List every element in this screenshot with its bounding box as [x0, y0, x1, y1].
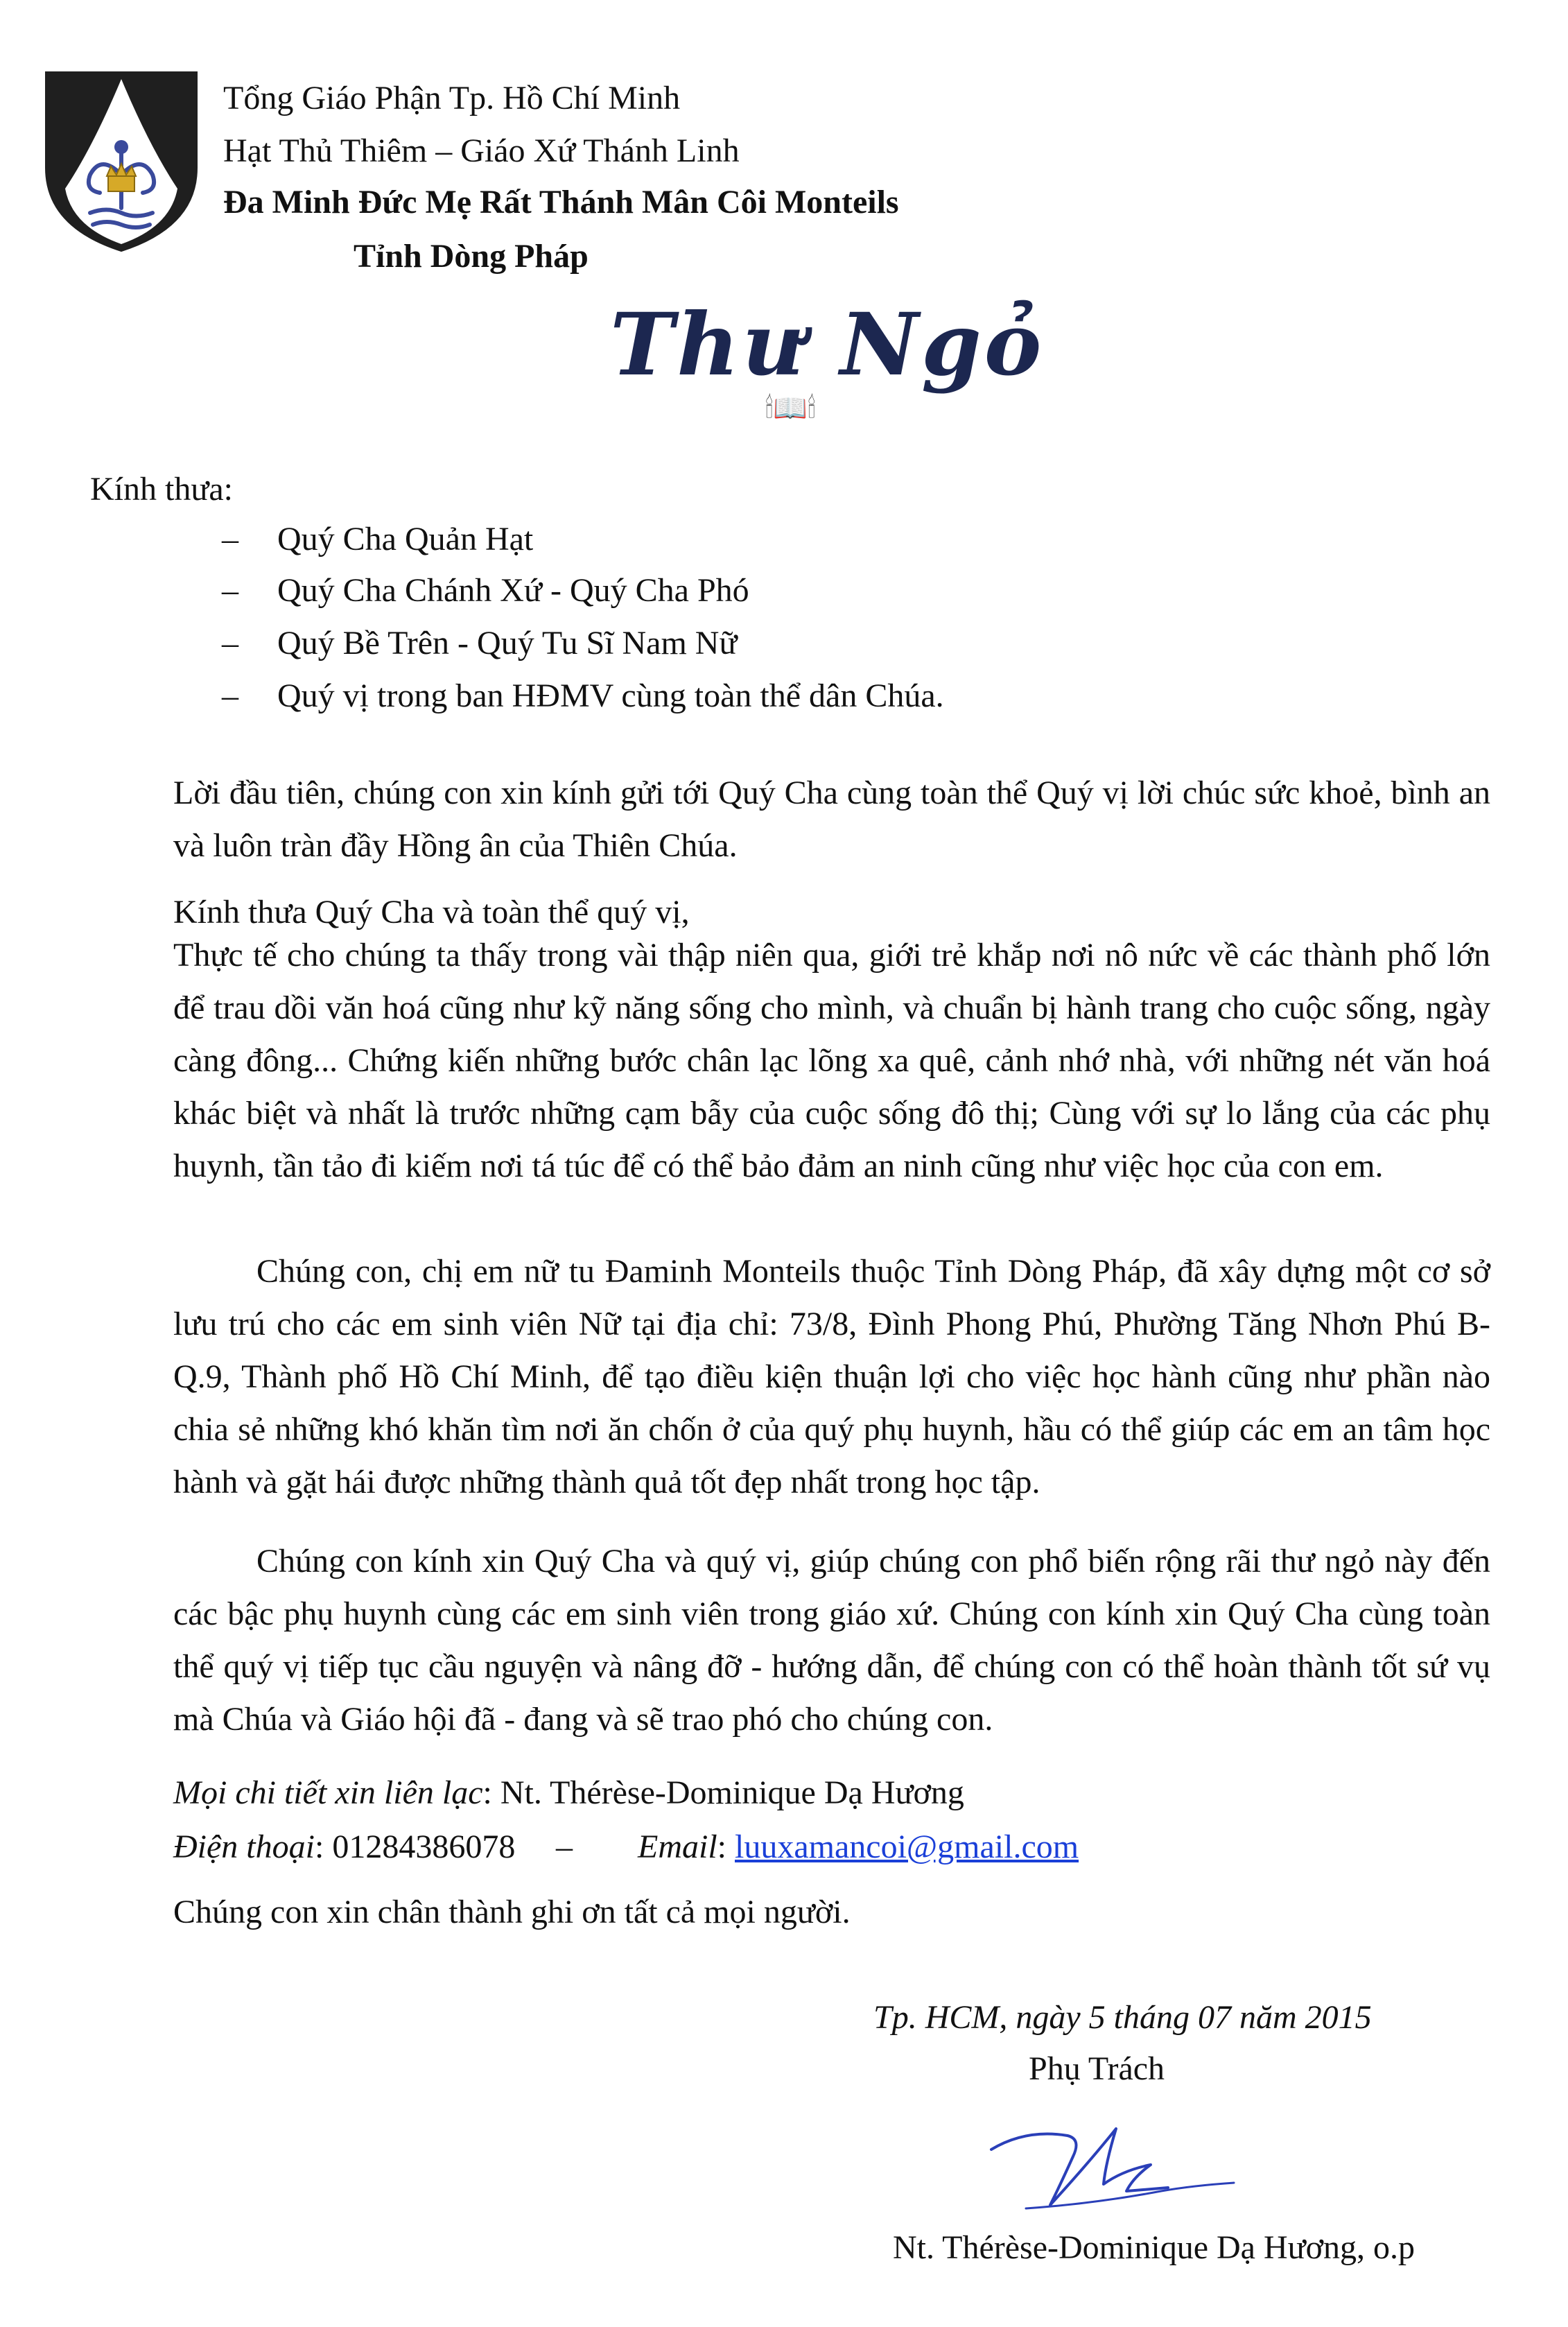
paragraph-request: Chúng con kính xin Quý Cha và quý vị, giúp chúng con phổ biến rộng rãi thư ngỏ này đến các bậc phụ huynh cùng các em sinh viên trong giáo xứ. Chúng con kính xin Quý Cha cùng toàn thể quý vị tiếp tục cầu nguyện và nâng đỡ - hướng dẫn, để chúng con có thể hoàn thành tốt sứ vụ mà Chúa và Giáo hội đã - đang và sẽ trao phó cho chúng con.	[173, 1543, 1490, 1738]
list-dash: –	[222, 677, 238, 714]
crown-icon	[107, 164, 136, 191]
contact-phone-line	[173, 1826, 515, 1868]
contact-email-line	[638, 1826, 1079, 1868]
header-province: Tỉnh Dòng Pháp	[354, 238, 589, 275]
list-item: Quý Bề Trên - Quý Tu Sĩ Nam Nữ	[277, 625, 738, 661]
list-item: Quý Cha Chánh Xứ - Quý Cha Phó	[277, 572, 749, 609]
list-item: Quý Cha Quản Hạt	[277, 521, 534, 557]
header-congregation: Đa Minh Đức Mẹ Rất Thánh Mân Côi Monteils	[223, 184, 899, 220]
paragraph-announcement: Chúng con, chị em nữ tu Đaminh Monteils thuộc Tỉnh Dòng Pháp, đã xây dựng một cơ sở lưu trú cho các em sinh viên Nữ tại địa chỉ: 73/8, Đình Phong Phú, Phường Tăng Nhơn Phú B- Q.9, Thành phố Hồ Chí Minh, để tạo điều kiện thuận lợi cho việc học hành cũng như phần nào chia sẻ những khó khăn tìm nơi ăn chốn ở của quý phụ huynh, hầu có thể giúp các em an tâm học hành và gặt hái được những thành quả tốt đẹp nhất trong học tập.	[173, 1253, 1490, 1500]
paragraph-context: Thực tế cho chúng ta thấy trong vài thập niên qua, giới trẻ khắp nơi nô nức về các thành phố lớn để trau dồi văn hoá cũng như kỹ năng sống cho mình, và chuẩn bị hành trang cho cuộc sống, ngày càng đông... Chứng kiến những bước chân lạc lõng xa quê, cảnh nhớ nhà, với những nét văn hoá khác biệt và nhất là trước những cạm bẫy của cuộc sống đô thị; Cùng với sự lo lắng của các phụ huynh, tần tảo đi kiếm nơi tá túc để có thể bảo đảm an ninh cũng như việc học của con em.	[173, 937, 1490, 1184]
place-date: Tp. HCM, ngày 5 tháng 07 năm 2015	[873, 1999, 1372, 2036]
list-dash: –	[222, 625, 238, 661]
thanks-line: Chúng con xin chân thành ghi ơn tất cả mọi người.	[173, 1894, 851, 1930]
handwritten-signature	[984, 2101, 1275, 2236]
phone-email-separator: –	[556, 1828, 573, 1865]
email-label: Email	[638, 1828, 717, 1865]
email-link[interactable]: luuxamancoi@gmail.com	[735, 1828, 1079, 1865]
letter-title: Thư Ngỏ	[610, 295, 1045, 395]
contact-line	[173, 1772, 964, 1814]
contact-label: Mọi chi tiết xin liên lạc	[173, 1774, 483, 1811]
candle-book-ornament-icon: 🕯📖🕯	[765, 392, 816, 424]
header-deanery-parish: Hạt Thủ Thiêm – Giáo Xứ Thánh Linh	[223, 132, 740, 169]
salutation: Kính thưa Quý Cha và toàn thể quý vị,	[173, 894, 690, 931]
contact-name: : Nt. Thérèse-Dominique Dạ Hương	[482, 1774, 964, 1811]
phone-number: : 01284386078	[314, 1828, 516, 1865]
crest-logo	[44, 71, 198, 252]
email-colon: :	[717, 1828, 735, 1865]
signer-name: Nt. Thérèse-Dominique Dạ Hương, o.p	[893, 2229, 1415, 2266]
paragraph-opening: Lời đầu tiên, chúng con xin kính gửi tới Quý Cha cùng toàn thể Quý vị lời chúc sức khoẻ, bình an và luôn tràn đầy Hồng ân của Thiên Chúa.	[173, 775, 1490, 864]
list-item: Quý vị trong ban HĐMV cùng toàn thể dân Chúa.	[277, 677, 944, 714]
header-archdiocese: Tổng Giáo Phận Tp. Hồ Chí Minh	[223, 80, 681, 116]
list-dash: –	[222, 572, 238, 609]
list-dash: –	[222, 521, 238, 557]
greeting: Kính thưa:	[90, 471, 233, 508]
phone-label: Điện thoại	[173, 1828, 315, 1865]
signer-role: Phụ Trách	[1029, 2050, 1165, 2087]
